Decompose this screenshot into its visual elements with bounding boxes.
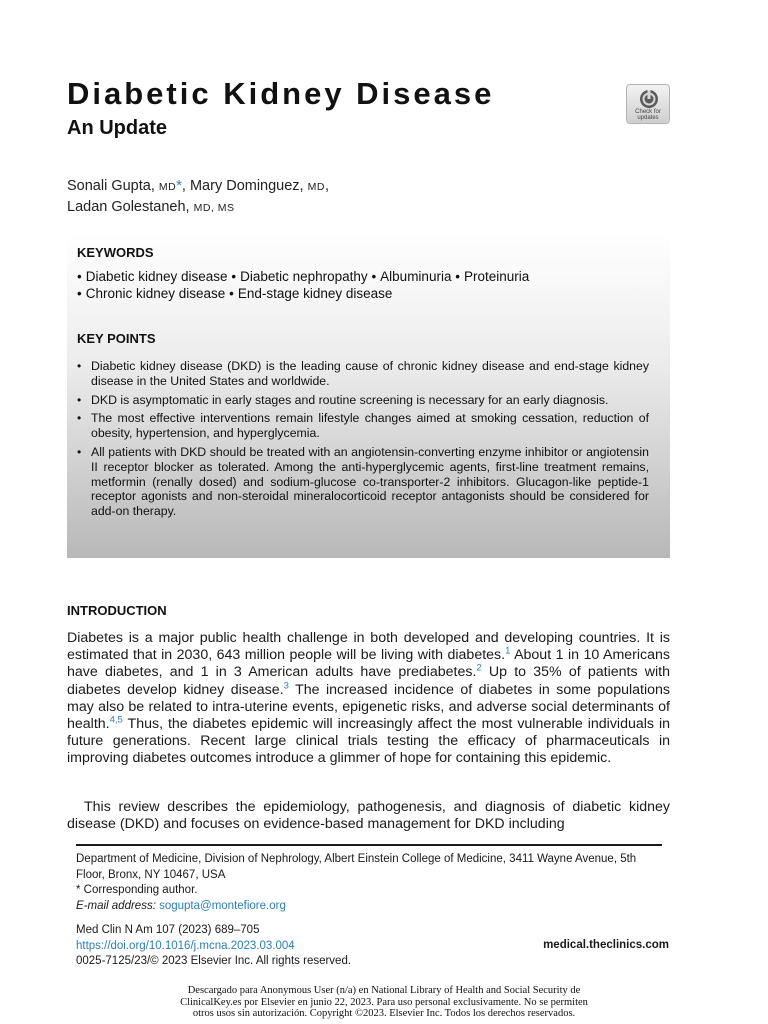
corresponding-author-note: * Corresponding author.	[76, 884, 198, 896]
authors-line-1: Sonali Gupta, MD*, Mary Dominguez, MD,	[67, 178, 329, 194]
key-point-item: • DKD is asymptomatic in early stages and routine screening is necessary for an early diagnosis.	[77, 393, 649, 408]
key-points-heading: KEY POINTS	[77, 331, 156, 346]
reference-link[interactable]: 2	[476, 662, 482, 674]
keyword: Albuminuria	[380, 269, 452, 284]
article-subtitle: An Update	[67, 117, 167, 139]
doi-link[interactable]: https://doi.org/10.1016/j.mcna.2023.03.004	[76, 939, 295, 952]
introduction-paragraph-2: This review describes the epidemiology, pathogenesis, and diagnosis of diabetic kidney disease (DKD) and focuses on evidence-based management for DKD including	[67, 799, 670, 833]
corresponding-author-mark[interactable]: *	[176, 178, 182, 194]
journal-citation: Med Clin N Am 107 (2023) 689–705	[76, 924, 260, 936]
footnote-divider	[76, 844, 662, 846]
keyword: Chronic kidney disease	[85, 286, 226, 301]
keyword: End-stage kidney disease	[237, 286, 393, 301]
key-point-item: • Diabetic kidney disease (DKD) is the leading cause of chronic kidney disease and end-stage kidney disease in the United States and worldwide.	[77, 359, 649, 389]
reference-link[interactable]: 4,5	[109, 714, 123, 726]
email-link[interactable]: sogupta@montefiore.org	[159, 899, 286, 912]
author-name: Ladan Golestaneh,	[67, 199, 190, 215]
introduction-heading: INTRODUCTION	[67, 603, 167, 618]
keyword: Diabetic nephropathy	[240, 269, 368, 284]
key-point-item: • The most effective interventions remain lifestyle changes aimed at smoking cessation, reduction of obesity, hypertension, and hyperglycemia.	[77, 411, 649, 441]
download-notice: Descargado para Anonymous User (n/a) en National Library of Health and Social Security de ClinicalKey.es por Elsevier en junio 22, 2023. Para uso personal exclusivamente. No se permiten otros usos sin autorización. Copyright ©2023. Elsevier Inc. Todos los derechos reservados.	[180, 985, 588, 1019]
footnote-affiliation-block	[76, 852, 666, 914]
keywords-line-2: • Chronic kidney disease • End-stage kidney disease	[77, 286, 393, 301]
key-point-item: • All patients with DKD should be treated with an angiotensin-converting enzyme inhibitor or angiotensin II receptor blocker as tolerated. Among the anti-hyperglycemic agents, first-line treatment remains, metformin (renally dosed) and sodium-glucose co-transporter-2 inhibitors. Glucagon-like peptide-1 receptor agonists and non-steroidal mineralocorticoid receptor antagonists should be considered for add-on therapy.	[77, 445, 649, 519]
author-degree: MD, MS	[193, 202, 235, 214]
keyword: Proteinuria	[463, 269, 530, 284]
journal-site-link[interactable]: medical.theclinics.com	[543, 939, 669, 951]
author-name: Sonali Gupta,	[67, 178, 155, 194]
affiliation: Department of Medicine, Division of Nephrology, Albert Einstein College of Medicine, 3411 Wayne Avenue, 5th Floor, Bronx, NY 10467, USA	[76, 853, 637, 881]
authors-line-2	[67, 197, 329, 218]
keywords-list	[77, 268, 529, 302]
keyword: Diabetic kidney disease	[85, 269, 228, 284]
check-for-updates-badge[interactable]	[626, 84, 670, 124]
introduction-paragraph-1: Diabetes is a major public health challenge in both developed and developing countries. It is estimated that in 2030, 643 million people will be living with diabetes.$^1$ About 1 in 10 Americans have diabetes, and 1 in 3 American adults have prediabetes.$^2$ Up to 35% of patients with diabetes develop kidney disease.$^3$ The increased incidence of diabetes in some populations may also be related to intra-uterine events, epigenetic risks, and adverse social determinants of health.$^{4,5}$ Thus, the diabetes epidemic will increasingly affect the most vulnerable individuals in future generations. Recent large clinical trials testing the efficacy of pharmaceuticals in improving diabetes outcomes introduce a glimmer of hope for containing this epidemic.	[67, 630, 670, 767]
author-list	[67, 176, 329, 218]
keywords-line-1: • Diabetic kidney disease • Diabetic nephropathy • Albuminuria • Proteinuria	[77, 269, 530, 284]
reference-link[interactable]: 3	[283, 679, 289, 691]
author-name: Mary Dominguez,	[189, 178, 304, 194]
author-degree: MD	[158, 181, 177, 193]
author-degree: MD	[307, 181, 325, 193]
email-line	[76, 899, 666, 915]
article-title: Diabetic Kidney Disease	[67, 76, 495, 111]
reference-link[interactable]: 1	[505, 645, 511, 657]
badge-text: Check for updates	[635, 109, 661, 121]
key-points-list	[77, 359, 649, 523]
keywords-heading: KEYWORDS	[77, 245, 154, 260]
check-updates-icon	[638, 88, 660, 110]
copyright-line: 0025-7125/23/© 2023 Elsevier Inc. All rights reserved.	[76, 955, 352, 967]
email-label: E-mail address:	[76, 899, 156, 912]
keywords-keypoints-box	[67, 233, 670, 558]
